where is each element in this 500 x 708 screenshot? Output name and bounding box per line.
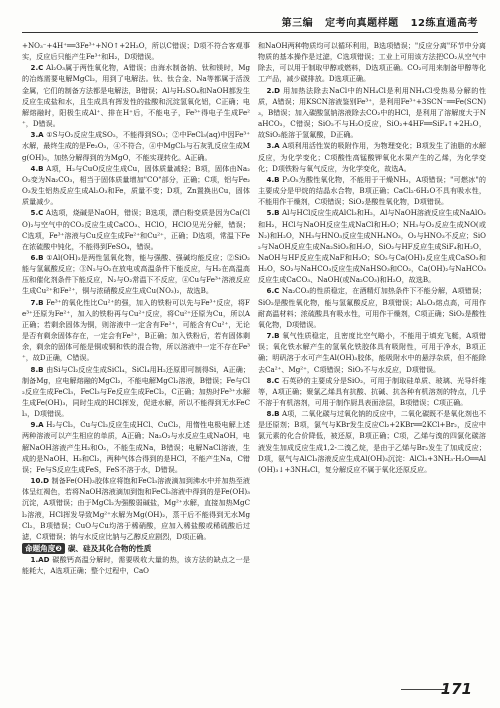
section-label: 命题角度❷ (22, 543, 65, 554)
answer-text: Fe³⁺的氧化性比Cu²⁺的强，加入的铁粉可以先与Fe³⁺反应，将Fe³⁺还原为Fe²⁺，加入的铁粉再与Cu²⁺反应，将Cu²⁺还原为Cu，所以A正确；若剩余固体为铜，则溶液中一定含有Fe²⁺，可能含有Cu²⁺，无论是否有剩余固体存在，一定会有Fe²⁺，B正确；加入铁粉后，若有固体剩余，剩余的固体可能是铜或铜和铁的混合物，所以溶液中一定不存在Fe³⁺，故D正确，C错误。 (22, 297, 250, 363)
right-column (258, 40, 486, 475)
answer-paragraph (22, 62, 250, 129)
answer-text: H₂与Cl₂，Cu与Cl₂反应生成HCl、CuCl₂，用惰性电极电解上述两种溶液可以产生相应的单质，A正确；Na₂O₂与水反应生成NaOH，电解NaOH溶液产生H₂和O₂，不能生成Na，B错误；电解NaCl溶液，生成的是NaOH、H₂和Cl₂，两种气体合得到的是HCl，不能产生Na，C错误；Fe与S反应生成FeS，FeS不溶于水，D错误。 (22, 420, 251, 474)
answer-number: 4.B (266, 174, 283, 184)
answer-text: Na₂CO₃的性质稳定，在酒精灯加热条件下不能分解，A项错误；SiO₂是酸性氧化物，能与氢氟酸反应，B项错误；Al₂O₃熔点高，可用作耐高温材料；浓硫酸具有吸水性，可用作干燥剂，C项正确；SiO₂是酸性氧化物，D项错误。 (258, 286, 486, 329)
answer-paragraph (258, 375, 486, 408)
answer-number: 6.C (266, 286, 282, 296)
header-text (274, 14, 478, 29)
answer-number: 4.B (30, 163, 47, 173)
answer-number: 7.B (30, 297, 47, 307)
left-column (22, 40, 250, 577)
answer-paragraph (22, 364, 250, 420)
answer-paragraph (258, 40, 486, 85)
answer-number: 6.B (30, 252, 47, 262)
answer-number: 1.AD (30, 555, 53, 565)
answer-number: 10.D (30, 476, 52, 486)
answer-paragraph (258, 174, 486, 207)
answer-paragraph (258, 330, 486, 375)
answer-text: A选项，烧碱是NaOH，错误；B选项，漂白粉变质是因为Ca(ClO)₂与空气中的CO₂反应生成CaCO₃、HClO，HClO见光分解，错误；C选项，Fe³⁺溶液与Cu反应生成Fe²⁺和Cu²⁺，正确；D选项，常温下Fe在浓硫酸中钝化，不能得到FeSO₄，错误。 (22, 208, 250, 251)
answer-text: +NO₃⁻+4H⁺══3Fe³⁺+NO↑+2H₂O，所以C错误；D项不符合客观事实，反应后只能产生Fe³⁺和H₂，D项错误。 (22, 41, 250, 62)
answer-paragraph (258, 408, 486, 475)
answer-paragraph (258, 85, 486, 141)
answer-number: 2.C (30, 63, 47, 73)
answer-number: 5.C (30, 208, 46, 218)
answer-number: 8.C (266, 375, 282, 385)
answer-paragraph (258, 207, 486, 285)
answer-text: 碳酸钙高温分解时，需要吸收大量的热，该方法的缺点之一是能耗大，A选项正确；整个过程中，CaO (22, 555, 250, 576)
answer-paragraph (22, 40, 250, 62)
answer-text: 石英砂的主要成分是SiO₂，可用于制取硅单质、玻璃、光导纤维等，A项正确；聚氯乙烯具有抗酸、抗碱、抗各种有机溶剂的特点，几乎不溶于有机溶剂，可用于制作厨具表面涂层，B项错误；C项正确。 (258, 375, 486, 407)
section-title: 碳、硅及其化合物的性质 (67, 544, 152, 554)
answer-number: 3.A (266, 141, 283, 151)
header-title: 定考向真题样题 (325, 18, 399, 29)
answer-text: Al₂O₃属于两性氧化物，A错误；由海水制备钠、钛和镁时，Mg的冶炼需要电解MgCl₂，用到了电解法。钛、钛合金、Na等都属于活泼金属，它们的制备方法都是电解法，B错误；Al与H₂SO₄和NaOH都发生反应生成盐和水，且生成具有挥发性的盐酸和沉淀氢氧化铝，C正确；电解熔融时，阳极生成Al⁺、排在H⁺后，不能电子，Fe³⁺得电子生成Fe²⁺，D错误。 (22, 63, 250, 129)
answer-paragraph (22, 475, 250, 542)
answer-text: A项利用活性炭的吸附作用，为物理变化；B项发生了油脂的水解反应，为化学变化；C项酸性高锰酸钾氧化水果产生的乙烯，为化学变化；D项铁粉与氧气反应，为化学变化，故选A。 (258, 141, 486, 173)
header-unit: 第三编 (281, 18, 314, 29)
answer-number: 3.A (30, 130, 47, 140)
answer-number: 2.D (266, 85, 284, 95)
header-series: 12练直通高考 (410, 18, 478, 29)
section-heading (22, 543, 250, 554)
answer-paragraph (22, 252, 250, 297)
answer-paragraph (258, 285, 486, 330)
answer-text: 用加热法除去NaCl中的NH₄Cl是利用NH₄Cl受热易分解的性质，A错误；用KSCN溶液鉴别Fe³⁺，是利用Fe³⁺+3SCN⁻══Fe(SCN)₃，B错误；加入碳酸氢钠溶液除去CO₂中的HCl，是利用了溶解度大于NaHCO₃，C错误；SiO₂不与H₂O反应，SiO₂+4HF══SiF₄↑+2H₂O，故SiO₂能溶于氢氟酸，D正确。 (258, 85, 486, 140)
answer-number: 8.B (266, 409, 283, 419)
answer-text: Al与HCl反应生成AlCl₃和H₂，Al与NaOH溶液反应生成NaAlO₂和H₂，HCl与NaOH反应生成NaCl和H₂O；NH₃与O₂反应生成NO(或N₂)和H₂O，NH₃与HNO₃反应生成NH₄NO₃，O₂与HNO₃不反应；SiO₂与NaOH反应生成Na₂SiO₃和H₂O，SiO₂与HF反应生成SiF₄和H₂O，NaOH与HF反应生成NaF和H₂O；SO₂与Ca(OH)₂反应生成CaSO₃和H₂O，SO₂与NaHCO₃反应生成NaHSO₃和CO₂，Ca(OH)₂与NaHCO₃反应生成CaCO₃、NaOH(或Na₂CO₃)和H₂O，故选B。 (258, 208, 486, 285)
answer-text: 由Si与Cl₂反应生成SiCl₄，SiCl₄用H₂还原即可制得Si，A正确；制备Mg，应电解熔融的MgCl₂，不能电解MgCl₂溶液，B错误；Fe与Cl₂反应生成FeCl₃，FeCl₃与Fe反应生成FeCl₂，C正确；加热时Fe³⁺水解生成Fe(OH)₃，同时生成的HCl挥发，促进水解，所以不能得到无水FeCl₃，D项错误。 (22, 364, 250, 419)
answer-paragraph (22, 554, 250, 576)
answer-text: ①Al(OH)₃是两性氢氧化物，能与强酸、强碱均能反应；②SiO₂能与氢氟酸反应；③N₂与O₂在放电或高温条件下能反应，与H₂在高温高压和催化剂条件下能反应，N₂与O₂常温下不反应，④Cu与Fe³⁺溶液反应生成Cu²⁺和Fe²⁺，铜与浓硝酸反应生成Cu(NO₃)₂，故选B。 (22, 252, 251, 296)
answer-text: 和NaOH两种物质均可以循环利用，B选项错误；"反应分离"环节中分离物质的基本操作是过滤，C选项错误；工业上可用该方法把CO₂从空气中除去，可以用于制取甲醇或燃料，D选项正确。CO₂可用来制备甲醇等化工产品，减少碳排放。D选项正确。 (258, 41, 486, 84)
answer-paragraph (22, 207, 250, 252)
answer-number: 8.B (30, 364, 47, 374)
answer-text: A项，二氧化碳与过氧化钠的反应中，二氧化碳既不是氧化剂也不是还原剂；B项，氯气与KBr发生反应Cl₂+2KBr══2KCl+Br₂，反应中氯元素的化合价降低，被还原，B项正确；C项，乙烯与溴的四氯化碳溶液发生加成反应生成1,2-二溴乙烷，是由于乙烯与Br₂发生了加成反应；D项，氨气与AlCl₃溶液反应生成Al(OH)₃沉淀：AlCl₃+3NH₃·H₂O══Al(OH)₃↓+3NH₄Cl，复分解反应不属于氧化还原反应。 (258, 409, 486, 474)
answer-paragraph (22, 129, 250, 162)
page-header (22, 12, 478, 33)
answer-paragraph (22, 297, 250, 364)
answer-text: 制备Fe(OH)₃胶体应将饱和FeCl₃溶液滴加到沸水中并加热至液体呈红褐色，若将NaOH溶液滴加到饱和FeCl₃溶液中得到的是Fe(OH)₃沉淀，A项错误；由于MgCl₂为强酸弱碱盐，Mg²⁺水解，直接加热MgCl₂溶液，HCl挥发导致Mg²⁺水解为Mg(OH)₂，蒸干后不能得到无水MgCl₂，B项错误；CuO与Cu均溶于稀硝酸，应加入稀盐酸或稀硫酸后过滤，C项错误；钠与水反应比钠与乙醇反应剧烈，D项正确。 (22, 476, 250, 541)
answer-paragraph (22, 163, 250, 208)
answer-text: A项，H₂与CuO反应生成Cu，固体质量减轻；B项，固体由Na₂O₂变为Na₂CO₃，相当于固体质量增加"CO"部分，正确；C项，铝与Fe₂O₃发生铝热反应生成Al₂O₃和Fe，质量不变；D项，Zn置换出Cu，固体质量减少。 (22, 163, 250, 207)
answer-paragraph (258, 140, 486, 173)
answer-number: 5.B (266, 208, 283, 218)
answer-number: 9.A (30, 420, 47, 430)
answer-text: ①S与O₂反应生成SO₂，不能得到SO₃；②中FeCl₃(aq)中因Fe³⁺水解，最终生成的是Fe₂O₃，④不符合，④中MgCl₂与石灰乳反应生成Mg(OH)₂，加热分解得到的为MgO，不能实现转化。A正确。 (22, 130, 250, 162)
answer-text: P₂O₅为酸性氧化物，不能用于干燥NH₃，A项错误；"可燃冰"的主要成分是甲烷的结晶水合物，B项正确；CaCl₂·6H₂O不具有吸水性，不能用作干燥剂，C项错误；SiO₂是酸性氧化物，D项错误。 (258, 174, 486, 207)
page-number: 171 (440, 680, 472, 698)
answer-paragraph (22, 419, 250, 475)
answer-number: 7.B (266, 331, 283, 341)
answer-text: 氧气性质稳定，且密度比空气略小，不能用于填充飞艇，A项错误；氧化铁水解产生的氢氧化铁胶体具有吸附性，可用于净水，B项正确；明矾溶于水可产生Al(OH)₃胶体，能吸附水中的悬浮杂质，但不能除去Ca²⁺、Mg²⁺，C项错误；SiO₂不与水反应，D项错误。 (258, 331, 487, 374)
